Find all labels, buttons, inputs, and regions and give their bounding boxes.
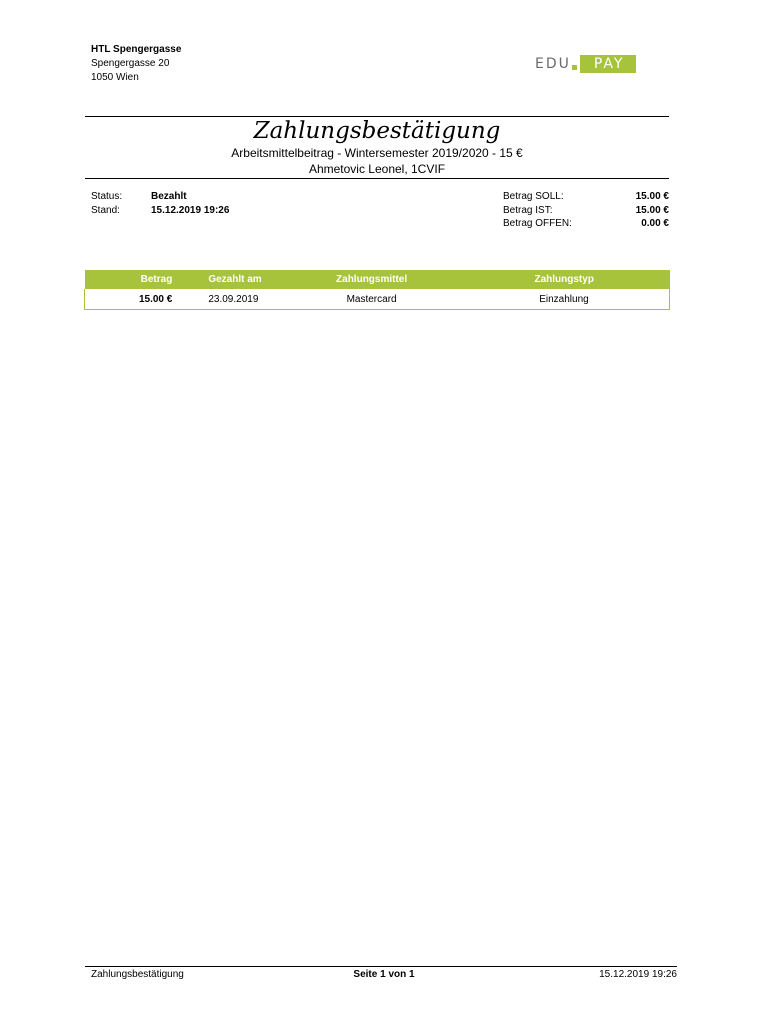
student-name: Ahmetovic Leonel, 1CVIF xyxy=(308,162,446,176)
status-value: Bezahlt xyxy=(151,191,187,202)
date-value: 15.12.2019 19:26 xyxy=(151,204,230,216)
cell-payment-type: Einzahlung xyxy=(459,289,670,310)
column-header-paid-on: Gezahlt am xyxy=(184,270,284,289)
school-address xyxy=(91,43,181,85)
logo-dot xyxy=(572,65,577,70)
soll-value: 15.00 € xyxy=(635,191,669,202)
column-header-amount: Betrag xyxy=(85,270,185,289)
status-block xyxy=(91,190,229,217)
footer-page-number: Seite 1 von 1 xyxy=(353,969,415,980)
logo-pay-text: PAY xyxy=(580,55,637,73)
document-subtitle: Arbeitsmittelbeitrag - Wintersemester 2019/2020 - 15 € xyxy=(231,146,523,160)
header-bottom-divider xyxy=(85,178,669,179)
footer-timestamp: 15.12.2019 19:26 xyxy=(599,969,677,980)
column-header-payment-type: Zahlungstyp xyxy=(459,270,670,289)
page-footer xyxy=(85,966,677,982)
column-header-payment-method: Zahlungsmittel xyxy=(284,270,459,289)
cell-amount: 15.00 € xyxy=(85,289,185,310)
table-row xyxy=(85,289,670,310)
document-title: Zahlungsbestätigung xyxy=(253,118,501,144)
cell-paid-on: 23.09.2019 xyxy=(184,289,284,310)
status-label: Status: xyxy=(91,191,123,202)
ist-value: 15.00 € xyxy=(635,204,669,216)
offen-value: 0.00 € xyxy=(641,218,669,229)
amounts-block xyxy=(503,190,669,231)
date-label: Stand: xyxy=(91,204,120,216)
logo-edu-text: EDU xyxy=(535,56,571,72)
school-street: Spengergasse 20 xyxy=(91,58,170,69)
offen-label: Betrag OFFEN: xyxy=(503,218,572,229)
school-city: 1050 Wien xyxy=(91,72,139,83)
school-name: HTL Spengergasse xyxy=(91,44,182,55)
edupay-logo xyxy=(535,55,636,73)
payments-table xyxy=(84,270,670,310)
soll-label: Betrag SOLL: xyxy=(503,191,564,202)
footer-document-name: Zahlungsbestätigung xyxy=(91,969,184,980)
ist-label: Betrag IST: xyxy=(503,204,553,216)
cell-payment-method: Mastercard xyxy=(284,289,459,310)
table-header-row xyxy=(85,270,670,289)
